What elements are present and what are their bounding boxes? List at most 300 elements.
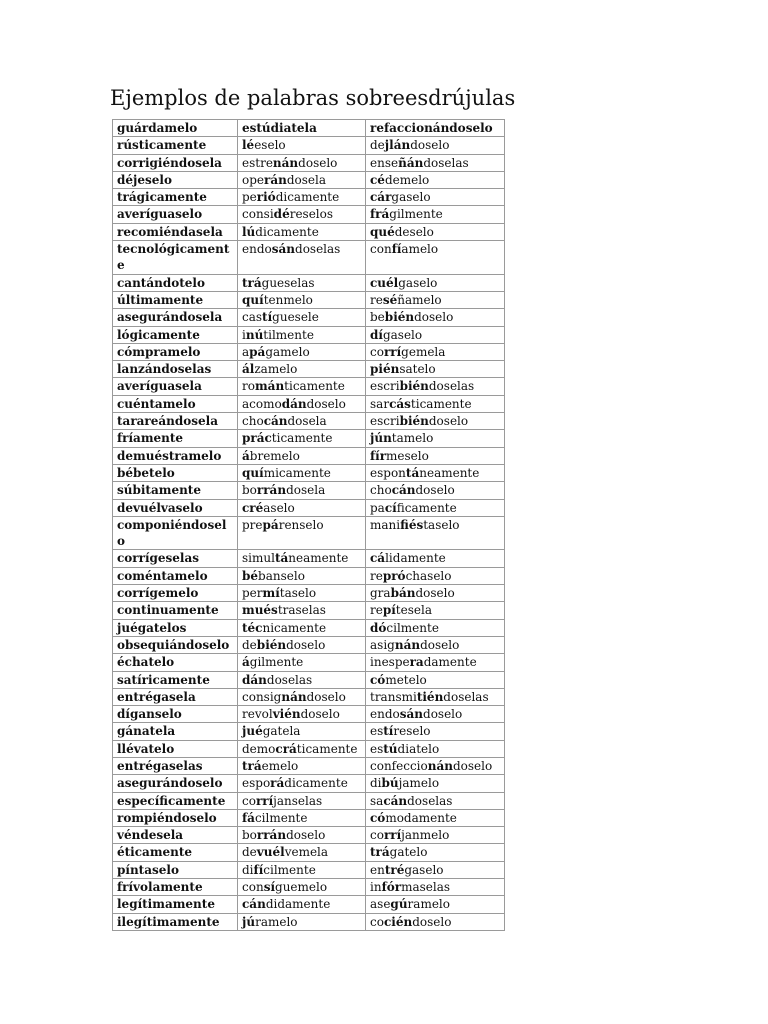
word-part: ficamente	[396, 500, 457, 515]
stressed-syllable: trá	[370, 845, 390, 860]
word-part: con	[370, 242, 392, 257]
table-row	[113, 740, 505, 757]
word-part: jamelo	[398, 776, 440, 791]
word-part: guesele	[272, 310, 319, 325]
word-part: es	[370, 724, 384, 739]
table-row	[113, 619, 505, 636]
word-cell	[238, 413, 366, 430]
word-cell	[366, 654, 505, 671]
table-row	[113, 395, 505, 412]
stressed-syllable: tá	[405, 465, 420, 480]
word-part: doselo	[300, 707, 340, 722]
word-cell	[366, 775, 505, 792]
word-cell	[366, 499, 505, 516]
stressed-syllable: fír	[370, 448, 387, 463]
word-part: sar	[370, 396, 390, 411]
word-part: pre	[242, 517, 263, 532]
stressed-syllable: jué	[242, 724, 263, 739]
table-row	[113, 223, 505, 240]
word-part: be	[370, 310, 385, 325]
word-cell	[366, 378, 505, 395]
word-part: re	[370, 568, 383, 583]
word-part: ticamente	[271, 431, 333, 446]
table-row	[113, 516, 505, 550]
stressed-syllable: quí	[242, 465, 264, 480]
word-cell	[238, 671, 366, 688]
stressed-syllable: bé	[242, 568, 259, 583]
word-cell	[238, 688, 366, 705]
word-cell	[366, 896, 505, 913]
stressed-syllable: qué	[370, 224, 395, 239]
word-cell	[366, 844, 505, 861]
stressed-syllable: nán	[427, 758, 453, 773]
table-row	[113, 482, 505, 499]
word-part: doselo	[286, 637, 326, 652]
table-row	[113, 241, 505, 275]
word-part: ase	[370, 897, 391, 912]
word-part: doselas	[443, 689, 489, 704]
stressed-syllable: cán	[391, 483, 416, 498]
word-cell	[238, 827, 366, 844]
stressed-syllable: téc	[242, 620, 263, 635]
word-part: i	[242, 327, 246, 342]
word-cell	[238, 757, 366, 774]
word-cell	[366, 516, 505, 550]
table-row	[113, 137, 505, 154]
word-cell	[238, 844, 366, 861]
word-part: doselo	[452, 758, 493, 773]
word-part: tamelo	[391, 431, 434, 446]
stressed-syllable: cán	[263, 414, 288, 429]
word-cell: cuéntamelo	[113, 395, 238, 412]
word-part: demo	[242, 741, 276, 756]
word-part: pa	[370, 500, 385, 515]
word-part: sa	[370, 793, 384, 808]
word-part: espon	[370, 465, 406, 480]
word-part: eselo	[254, 138, 286, 153]
stressed-syllable: rán	[264, 172, 287, 187]
word-part: gilmente	[249, 655, 304, 670]
word-part: tesela	[395, 603, 432, 618]
word-part: amelo	[401, 242, 439, 257]
word-part: meselo	[386, 448, 429, 463]
table-row	[113, 326, 505, 343]
word-cell	[238, 361, 366, 378]
word-part: doselas	[428, 379, 475, 394]
word-cell	[366, 861, 505, 878]
word-part: doselo	[306, 396, 346, 411]
stressed-syllable: ñán	[398, 155, 424, 170]
word-part: chaselo	[405, 568, 452, 583]
table-row	[113, 171, 505, 188]
word-part: de	[370, 138, 385, 153]
word-cell	[366, 602, 505, 619]
stressed-syllable: rió	[256, 190, 276, 205]
table-row	[113, 844, 505, 861]
word-cell	[238, 792, 366, 809]
word-cell	[366, 291, 505, 308]
word-cell	[238, 913, 366, 930]
word-part: neamente	[288, 551, 349, 566]
stressed-syllable: sán	[399, 707, 424, 722]
word-cell: bébetelo	[113, 464, 238, 481]
stressed-syllable: lé	[242, 138, 255, 153]
word-part: vemela	[284, 845, 329, 860]
word-cell: trágicamente	[113, 189, 238, 206]
table-row	[113, 430, 505, 447]
word-cell	[238, 706, 366, 723]
word-part: inespe	[370, 655, 410, 670]
stressed-syllable: vién	[272, 707, 301, 722]
stressed-syllable: tién	[416, 689, 444, 704]
word-cell	[366, 636, 505, 653]
stressed-syllable: có	[370, 672, 386, 687]
word-part: simul	[242, 551, 275, 566]
stressed-syllable: quí	[242, 292, 264, 307]
word-cell: tecnológicamente	[113, 241, 238, 275]
word-part: es	[370, 741, 384, 756]
word-part: gra	[370, 586, 391, 601]
word-part: co	[370, 914, 384, 929]
word-part: gamelo	[265, 344, 310, 359]
word-part: doselo	[415, 483, 455, 498]
word-part: doselo	[286, 828, 326, 843]
word-part: mani	[370, 517, 401, 532]
word-cell	[238, 499, 366, 516]
word-cell	[238, 619, 366, 636]
stressed-syllable: tré	[384, 862, 405, 877]
table-row	[113, 447, 505, 464]
word-cell	[366, 706, 505, 723]
word-cell	[366, 241, 505, 275]
word-cell	[238, 585, 366, 602]
word-part: lidamente	[385, 551, 446, 566]
stressed-syllable: jún	[370, 431, 392, 446]
stressed-syllable: vuél	[256, 845, 285, 860]
word-cell	[366, 464, 505, 481]
word-part: dicamente	[275, 190, 340, 205]
word-part: renselo	[278, 517, 324, 532]
word-cell: súbitamente	[113, 482, 238, 499]
stressed-syllable: có	[370, 810, 386, 825]
word-part: de	[242, 637, 257, 652]
word-cell	[366, 482, 505, 499]
word-part: di	[242, 862, 254, 877]
word-part: damente	[423, 655, 477, 670]
stressed-syllable: cré	[242, 500, 264, 515]
word-cell: éticamente	[113, 844, 238, 861]
word-cell: corrigiéndosela	[113, 154, 238, 171]
word-part: gilmente	[389, 207, 443, 222]
word-cell	[238, 775, 366, 792]
word-part: dosela	[286, 483, 326, 498]
stressed-syllable: bú	[381, 776, 399, 791]
word-cell	[366, 792, 505, 809]
stressed-syllable: fí	[391, 242, 402, 257]
word-part: estre	[242, 155, 273, 170]
word-cell	[366, 740, 505, 757]
word-part: consi	[242, 207, 274, 222]
word-part: co	[242, 793, 256, 808]
stressed-syllable: sán	[271, 242, 296, 257]
word-cell	[238, 274, 366, 291]
word-cell	[366, 913, 505, 930]
word-cell: legítimamente	[113, 896, 238, 913]
stressed-syllable: mués	[242, 603, 278, 618]
table-row	[113, 879, 505, 896]
word-cell	[366, 326, 505, 343]
word-cell	[366, 171, 505, 188]
word-cell: entrégaselas	[113, 757, 238, 774]
word-part: cho	[242, 414, 264, 429]
stressed-syllable: pién	[370, 362, 400, 377]
word-part: doselo	[428, 414, 469, 429]
stressed-syllable: tí	[383, 724, 394, 739]
word-cell	[238, 171, 366, 188]
word-cell	[238, 378, 366, 395]
word-cell	[366, 154, 505, 171]
word-part: maselas	[401, 880, 451, 895]
word-part: gueselas	[261, 275, 315, 290]
word-part: demelo	[384, 172, 430, 187]
stressed-syllable: á	[242, 448, 250, 463]
stressed-syllable: fá	[242, 810, 255, 825]
word-part: re	[370, 603, 383, 618]
word-part: ramelo	[407, 897, 450, 912]
table-row	[113, 792, 505, 809]
word-part: doselas	[407, 793, 453, 808]
word-cell: fríamente	[113, 430, 238, 447]
word-part: gatelo	[389, 845, 428, 860]
word-part: traselas	[277, 603, 326, 618]
word-part: transmi	[370, 689, 417, 704]
word-cell	[366, 223, 505, 240]
word-cell: entrégasela	[113, 688, 238, 705]
word-part: ticamente	[296, 741, 358, 756]
word-part: co	[370, 344, 384, 359]
word-cell: lanzándoselas	[113, 361, 238, 378]
word-cell	[238, 223, 366, 240]
word-cell	[366, 550, 505, 567]
word-cell: cantándotelo	[113, 274, 238, 291]
word-part: janselas	[273, 793, 323, 808]
table-row	[113, 154, 505, 171]
header-cell: refaccionándoselo	[366, 120, 505, 137]
word-cell: corrígeselas	[113, 550, 238, 567]
word-part: doselo	[423, 707, 463, 722]
word-cell	[238, 241, 366, 275]
word-table	[112, 119, 505, 931]
word-part: neamente	[419, 465, 480, 480]
table-row	[113, 688, 505, 705]
stressed-syllable: bién	[384, 310, 415, 325]
word-part: guemelo	[275, 880, 328, 895]
stressed-syllable: mán	[254, 379, 285, 394]
word-part: co	[370, 828, 384, 843]
word-cell	[238, 879, 366, 896]
word-part: a	[242, 344, 250, 359]
stressed-syllable: frá	[370, 207, 390, 222]
table-row	[113, 343, 505, 360]
stressed-syllable: cán	[383, 793, 408, 808]
word-part: cilmente	[386, 620, 439, 635]
word-cell	[366, 309, 505, 326]
stressed-syllable: nán	[281, 689, 307, 704]
word-part: ope	[242, 172, 265, 187]
table-row	[113, 706, 505, 723]
word-cell	[366, 413, 505, 430]
word-part: cho	[370, 483, 392, 498]
word-part: doselo	[298, 155, 338, 170]
stressed-syllable: trá	[242, 758, 262, 773]
table-row	[113, 206, 505, 223]
word-part: didamente	[265, 897, 331, 912]
word-part: dicamente	[255, 224, 319, 239]
word-cell	[238, 809, 366, 826]
word-cell	[238, 206, 366, 223]
stressed-syllable: gú	[390, 897, 408, 912]
stressed-syllable: sé	[382, 292, 398, 307]
word-cell: gánatela	[113, 723, 238, 740]
word-part: doselas	[423, 155, 469, 170]
word-part: doselas	[266, 672, 313, 687]
stressed-syllable: nú	[245, 327, 264, 342]
word-cell	[366, 757, 505, 774]
word-cell: frívolamente	[113, 879, 238, 896]
word-cell	[238, 516, 366, 550]
word-cell	[366, 137, 505, 154]
table-row	[113, 550, 505, 567]
stressed-syllable: rrí	[383, 344, 402, 359]
word-part: doselo	[414, 310, 454, 325]
table-row	[113, 827, 505, 844]
table-row	[113, 896, 505, 913]
table-row	[113, 861, 505, 878]
word-cell: coméntamelo	[113, 567, 238, 584]
word-part: reselos	[289, 207, 334, 222]
word-cell	[366, 343, 505, 360]
word-part: nicamente	[262, 620, 327, 635]
word-part: ense	[370, 155, 399, 170]
word-part: tenmelo	[263, 292, 313, 307]
word-part: taselo	[279, 586, 317, 601]
word-part: deselo	[394, 224, 434, 239]
word-part: metelo	[385, 672, 427, 687]
stressed-syllable: cién	[383, 914, 413, 929]
word-part: doselo	[412, 914, 452, 929]
word-cell	[366, 395, 505, 412]
word-cell	[238, 291, 366, 308]
word-part: micamente	[263, 465, 331, 480]
word-part: aselo	[263, 500, 295, 515]
word-cell	[238, 343, 366, 360]
word-cell	[238, 395, 366, 412]
word-cell: juégatelos	[113, 619, 238, 636]
word-part: gaselo	[382, 327, 423, 342]
word-part: dosela	[286, 172, 327, 187]
word-cell	[238, 309, 366, 326]
stressed-syllable: ra	[409, 655, 424, 670]
word-cell: rompiéndoselo	[113, 809, 238, 826]
stressed-syllable: cán	[242, 897, 266, 912]
word-cell	[238, 567, 366, 584]
word-cell: averíguaselo	[113, 206, 238, 223]
word-cell	[366, 585, 505, 602]
stressed-syllable: pá	[262, 517, 279, 532]
word-cell: píntaselo	[113, 861, 238, 878]
word-part: tilmente	[263, 327, 314, 342]
word-part: doselas	[295, 242, 341, 257]
word-part: confeccio	[370, 758, 428, 773]
word-cell: recomiéndasela	[113, 223, 238, 240]
stressed-syllable: tá	[274, 551, 289, 566]
word-cell	[238, 447, 366, 464]
word-cell: échatelo	[113, 654, 238, 671]
word-cell: ilegítimamente	[113, 913, 238, 930]
word-cell	[366, 723, 505, 740]
stressed-syllable: dán	[281, 396, 307, 411]
word-part: ñamelo	[397, 292, 442, 307]
stressed-syllable: crá	[275, 741, 297, 756]
word-cell	[238, 723, 366, 740]
word-part: diatelo	[397, 741, 440, 756]
stressed-syllable: cás	[389, 396, 411, 411]
table-row	[113, 309, 505, 326]
word-part: de	[242, 845, 257, 860]
word-part: dicamente	[284, 776, 348, 791]
word-part: gaselo	[404, 862, 444, 877]
stressed-syllable: rrí	[255, 793, 274, 808]
table-row	[113, 413, 505, 430]
word-cell	[366, 827, 505, 844]
word-cell: obsequiándoselo	[113, 636, 238, 653]
word-cell	[238, 326, 366, 343]
word-part: escri	[370, 379, 400, 394]
word-part: acomo	[242, 396, 282, 411]
word-part: pe	[242, 190, 257, 205]
table-row	[113, 654, 505, 671]
word-cell: satíricamente	[113, 671, 238, 688]
table-row	[113, 913, 505, 930]
stressed-syllable: mí	[262, 586, 280, 601]
stressed-syllable: rrán	[256, 828, 287, 843]
word-part: dosela	[287, 414, 327, 429]
word-part: doselo	[410, 138, 450, 153]
stressed-syllable: cé	[370, 172, 385, 187]
word-part: bo	[242, 828, 257, 843]
word-cell: devuélvaselo	[113, 499, 238, 516]
word-cell: llévatelo	[113, 740, 238, 757]
table-body	[113, 137, 505, 931]
word-part: espo	[242, 776, 271, 791]
stressed-syllable: pí	[382, 603, 396, 618]
stressed-syllable: ál	[242, 362, 255, 377]
word-part: endo	[242, 242, 272, 257]
stressed-syllable: bién	[399, 379, 429, 394]
table-row	[113, 636, 505, 653]
stressed-syllable: trá	[242, 275, 262, 290]
word-part: bremelo	[249, 448, 300, 463]
word-part: escri	[370, 414, 400, 429]
stressed-syllable: tí	[262, 310, 273, 325]
stressed-syllable: dán	[242, 672, 267, 687]
header-cell: guárdamelo	[113, 120, 238, 137]
table-row	[113, 809, 505, 826]
stressed-syllable: pá	[249, 344, 266, 359]
word-cell	[366, 206, 505, 223]
word-cell	[238, 654, 366, 671]
word-cell	[366, 361, 505, 378]
